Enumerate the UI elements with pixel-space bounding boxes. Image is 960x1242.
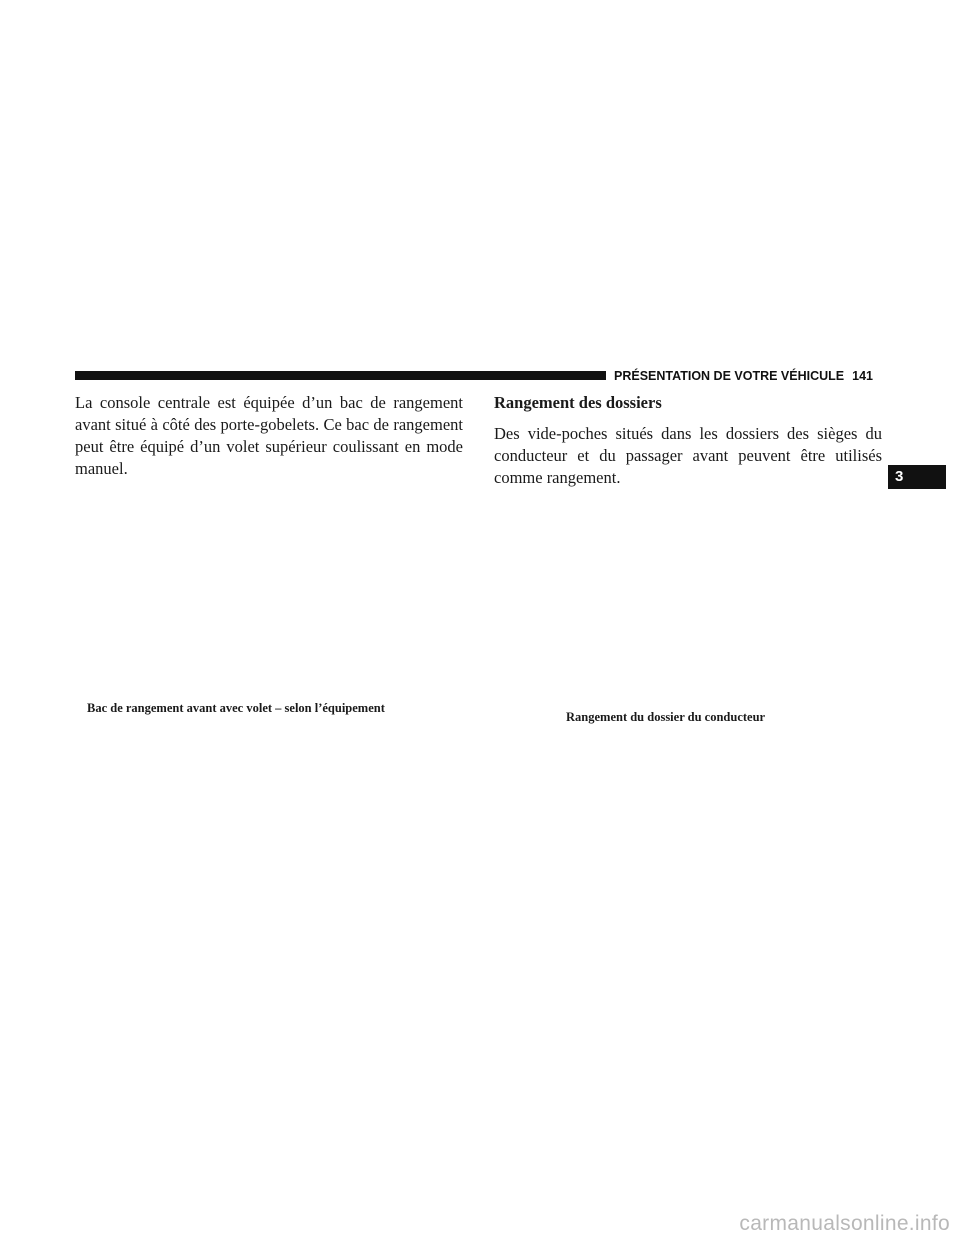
- section-title: PRÉSENTATION DE VOTRE VÉHICULE: [614, 369, 845, 383]
- figure-caption-front-bin: Bac de rangement avant avec volet – selon l’équipement: [87, 701, 385, 715]
- seatback-storage-paragraph: Des vide-poches situés dans les dossiers des sièges du conducteur et du passager avant peuvent être utilisés comme rangement.: [494, 424, 882, 487]
- section-heading-seatback-storage: Rangement des dossiers: [494, 393, 662, 412]
- figure-caption-driver-seatback: Rangement du dossier du conducteur: [566, 710, 766, 724]
- console-storage-paragraph: La console centrale est équipée d’un bac de rangement avant situé à côté des porte-gobelets. Ce bac de rangement peut être équipé d’un volet supérieur coulissant en mode manuel.: [75, 393, 463, 478]
- page-header: [614, 369, 873, 383]
- page-number: 141: [852, 369, 873, 383]
- chapter-tab: 3: [888, 465, 946, 489]
- watermark-text: carmanualsonline.info: [739, 1212, 950, 1235]
- header-rule: [75, 371, 606, 380]
